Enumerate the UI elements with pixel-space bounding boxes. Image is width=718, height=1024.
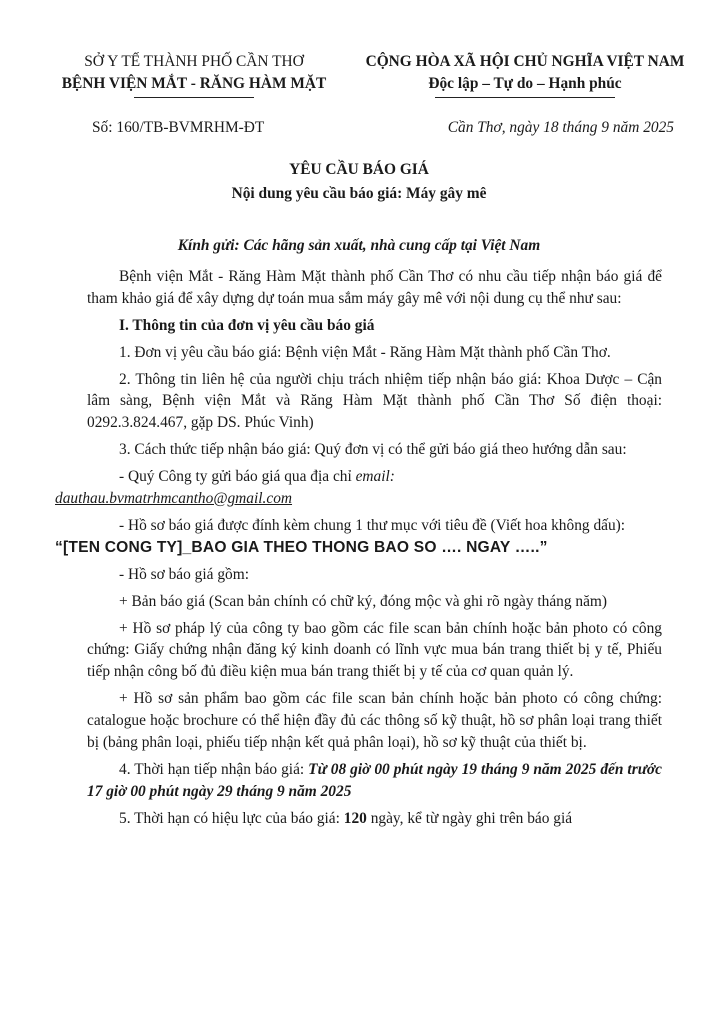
email-link[interactable]: dauthau.bvmatrhmcantho@gmail.com bbox=[55, 489, 293, 507]
email-prefix: - Quý Công ty gửi báo giá qua địa chỉ bbox=[119, 468, 356, 485]
recipient-line: Kính gửi: Các hãng sản xuất, nhà cung cấp tại Việt Nam bbox=[177, 237, 541, 254]
document-body bbox=[55, 266, 662, 834]
folder-note bbox=[55, 515, 662, 559]
issuer-block bbox=[48, 51, 340, 98]
country-name: CỘNG HÒA XÃ HỘI CHỦ NGHĨA VIỆT NAM bbox=[365, 53, 685, 70]
issuer-hospital: BỆNH VIỆN MẮT - RĂNG HÀM MẶT bbox=[61, 75, 327, 93]
section-1-heading: I. Thông tin của đơn vị yêu cầu báo giá bbox=[119, 316, 375, 334]
item-4-label: 4. Thời hạn tiếp nhận báo giá: bbox=[119, 760, 309, 778]
item-5 bbox=[87, 808, 662, 830]
document-title: YÊU CẦU BÁO GIÁ bbox=[289, 161, 429, 178]
item-2: 2. Thông tin liên hệ của người chịu trách nhiệm tiếp nhận báo giá: Khoa Dược – Cận lâm sàng, Bệnh viện Mắt và Răng Hàm Mặt thành phố Cần Thơ Số điện thoại: 0292.3.824.467, gặp DS. Phúc Vinh) bbox=[87, 370, 662, 432]
email-label: email: bbox=[355, 468, 395, 485]
issuer-department: SỞ Y TẾ THÀNH PHỐ CẦN THƠ bbox=[84, 53, 304, 70]
document-number: Số: 160/TB-BVMRHM-ĐT bbox=[92, 119, 265, 136]
issuer-underline bbox=[134, 97, 254, 98]
item-4 bbox=[87, 759, 662, 803]
item-4-deadline: Từ 08 giờ 00 phút ngày 19 tháng 9 năm 2025 đến trước 17 giờ 00 phút ngày 29 tháng 9 năm 2025 bbox=[87, 760, 662, 800]
email-instruction bbox=[55, 466, 662, 510]
national-motto-block bbox=[358, 51, 692, 98]
document-date: Cần Thơ, ngày 18 tháng 9 năm 2025 bbox=[447, 119, 674, 136]
dossier-item-c: + Hồ sơ sản phẩm bao gồm các file scan bản chính hoặc bản photo có công chứng: catalogue hoặc brochure có thể hiện đầy đủ các thông số kỹ thuật, hồ sơ phân loại trang thiết bị (bảng phân loại, phiếu tiếp nhận kết quả phân loại), hồ sơ kỹ thuật của thiết bị. bbox=[87, 690, 662, 751]
intro-paragraph: Bệnh viện Mắt - Răng Hàm Mặt thành phố Cần Thơ có nhu cầu tiếp nhận báo giá để tham khảo giá để xây dựng dự toán mua sắm máy gây mê với nội dung cụ thể như sau: bbox=[87, 268, 662, 307]
dossier-item-a: + Bản báo giá (Scan bản chính có chữ ký, đóng mộc và ghi rõ ngày tháng năm) bbox=[119, 592, 608, 610]
item-5-suffix: ngày, kể từ ngày ghi trên báo giá bbox=[366, 809, 573, 827]
folder-note-text: - Hồ sơ báo giá được đính kèm chung 1 thư mục với tiêu đề (Viết hoa không dấu): bbox=[119, 516, 626, 534]
document-subtitle: Nội dung yêu cầu báo giá: Máy gây mê bbox=[231, 185, 487, 202]
national-motto: Độc lập – Tự do – Hạnh phúc bbox=[428, 75, 622, 93]
item-3: 3. Cách thức tiếp nhận báo giá: Quý đơn vị có thể gửi báo giá theo hướng dẫn sau: bbox=[119, 441, 627, 459]
folder-title: “[TEN CONG TY]_BAO GIA THEO THONG BAO SO …. NGAY …..” bbox=[55, 538, 548, 556]
motto-underline bbox=[435, 97, 615, 98]
dossier-intro: - Hồ sơ báo giá gồm: bbox=[119, 565, 249, 583]
item-5-days: 120 bbox=[343, 809, 367, 827]
item-5-label: 5. Thời hạn có hiệu lực của báo giá: bbox=[119, 809, 344, 827]
item-1: 1. Đơn vị yêu cầu báo giá: Bệnh viện Mắt - Răng Hàm Mặt thành phố Cần Thơ. bbox=[119, 343, 611, 361]
dossier-item-b: + Hồ sơ pháp lý của công ty bao gồm các file scan bản chính hoặc bản photo có công chứng: Giấy chứng nhận đăng ký kinh doanh có lĩnh vực mua bán trang thiết bị y tế, Phiếu tiếp nhận công bố đủ điều kiện mua bán trang thiết bị y tế của cơ quan quản lý. bbox=[87, 619, 662, 681]
